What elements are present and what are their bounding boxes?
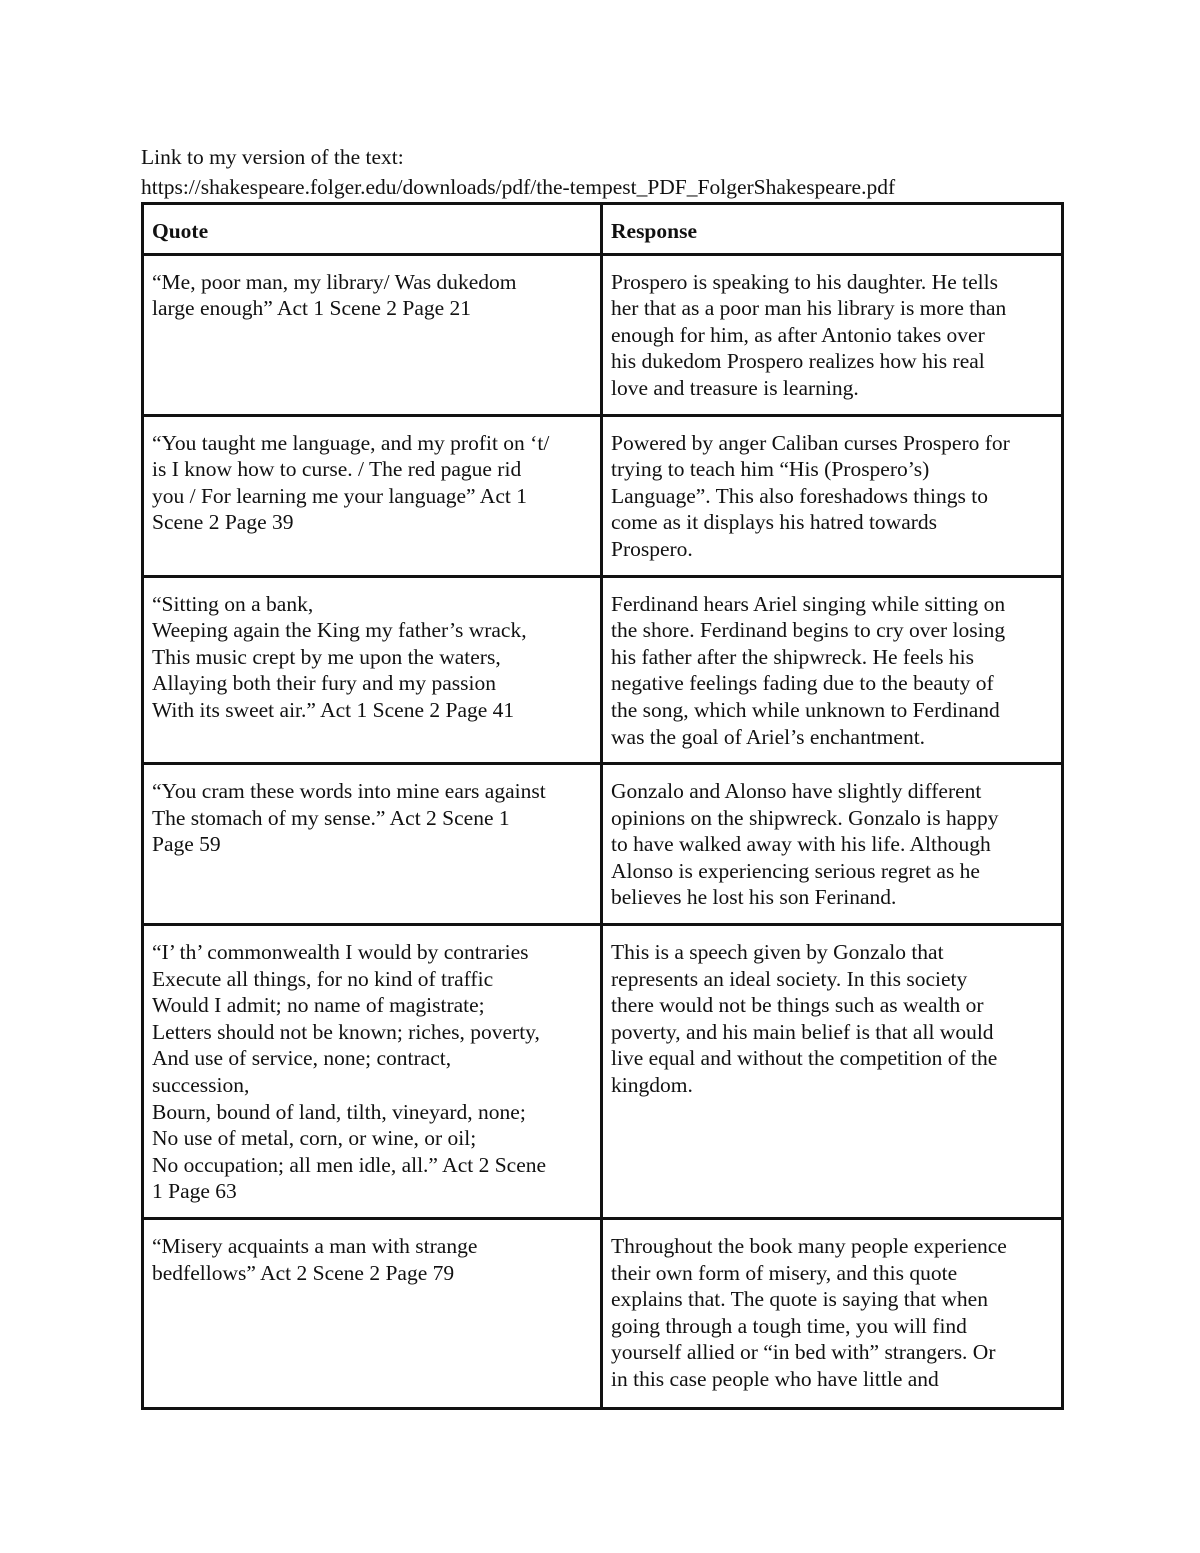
quote-cell: “You cram these words into mine ears against The stomach of my sense.” Act 2 Scene 1 Page 59: [143, 764, 602, 925]
table-row: [143, 764, 1063, 925]
response-cell: Gonzalo and Alonso have slightly different opinions on the shipwreck. Gonzalo is happy to have walked away with his life. Although Alonso is experiencing serious regret as he believes he lost his son Ferinand.: [602, 764, 1063, 925]
quote-cell: “You taught me language, and my profit on ‘t/ is I know how to curse. / The red pague rid you / For learning me your language” Act 1 Scene 2 Page 39: [143, 415, 602, 576]
table-row: [143, 576, 1063, 764]
response-cell: Prospero is speaking to his daughter. He tells her that as a poor man his library is more than enough for him, as after Antonio takes over his dukedom Prospero realizes how his real love and treasure is learning.: [602, 254, 1063, 415]
table-row: [143, 415, 1063, 576]
response-cell: Ferdinand hears Ariel singing while sitting on the shore. Ferdinand begins to cry over losing his father after the shipwreck. He feels his negative feelings fading due to the beauty of the song, which while unknown to Ferdinand was the goal of Ariel’s enchantment.: [602, 576, 1063, 764]
quote-cell: “Sitting on a bank, Weeping again the King my father’s wrack, This music crept by me upon the waters, Allaying both their fury and my passion With its sweet air.” Act 1 Scene 2 Page 41: [143, 576, 602, 764]
table-row: [143, 1219, 1063, 1409]
response-cell: Throughout the book many people experience their own form of misery, and this quote explains that. The quote is saying that when going through a tough time, you will find yourself allied or “in bed with” strangers. Or in this case people who have little and: [602, 1219, 1063, 1409]
source-link-url[interactable]: https://shakespeare.folger.edu/downloads/pdf/the-tempest_PDF_FolgerShakespeare.pdf: [141, 175, 896, 199]
response-cell: This is a speech given by Gonzalo that represents an ideal society. In this society there would not be things such as wealth or poverty, and his main belief is that all would live equal and without the competition of the kingdom.: [602, 925, 1063, 1219]
quote-cell: “Misery acquaints a man with strange bedfellows” Act 2 Scene 2 Page 79: [143, 1219, 602, 1409]
table-row: [143, 925, 1063, 1219]
source-link-label: Link to my version of the text:: [141, 145, 404, 169]
quote-response-table: [141, 202, 1064, 1410]
quote-cell: “I’ th’ commonwealth I would by contraries Execute all things, for no kind of traffic Would I admit; no name of magistrate; Letters should not be known; riches, poverty, And use of service, none; contract, succession, Bourn, bound of land, tilth, vineyard, none; No use of metal, corn, or wine, or oil; No occupation; all men idle, all.” Act 2 Scene 1 Page 63: [143, 925, 602, 1219]
response-column-header: Response: [602, 204, 1063, 255]
table-row: [143, 254, 1063, 415]
table-header-row: [143, 204, 1063, 255]
quote-cell: “Me, poor man, my library/ Was dukedom large enough” Act 1 Scene 2 Page 21: [143, 254, 602, 415]
source-link-block: [141, 142, 1061, 202]
quote-column-header: Quote: [143, 204, 602, 255]
response-cell: Powered by anger Caliban curses Prospero for trying to teach him “His (Prospero’s) Language”. This also foreshadows things to come as it displays his hatred towards Prospero.: [602, 415, 1063, 576]
